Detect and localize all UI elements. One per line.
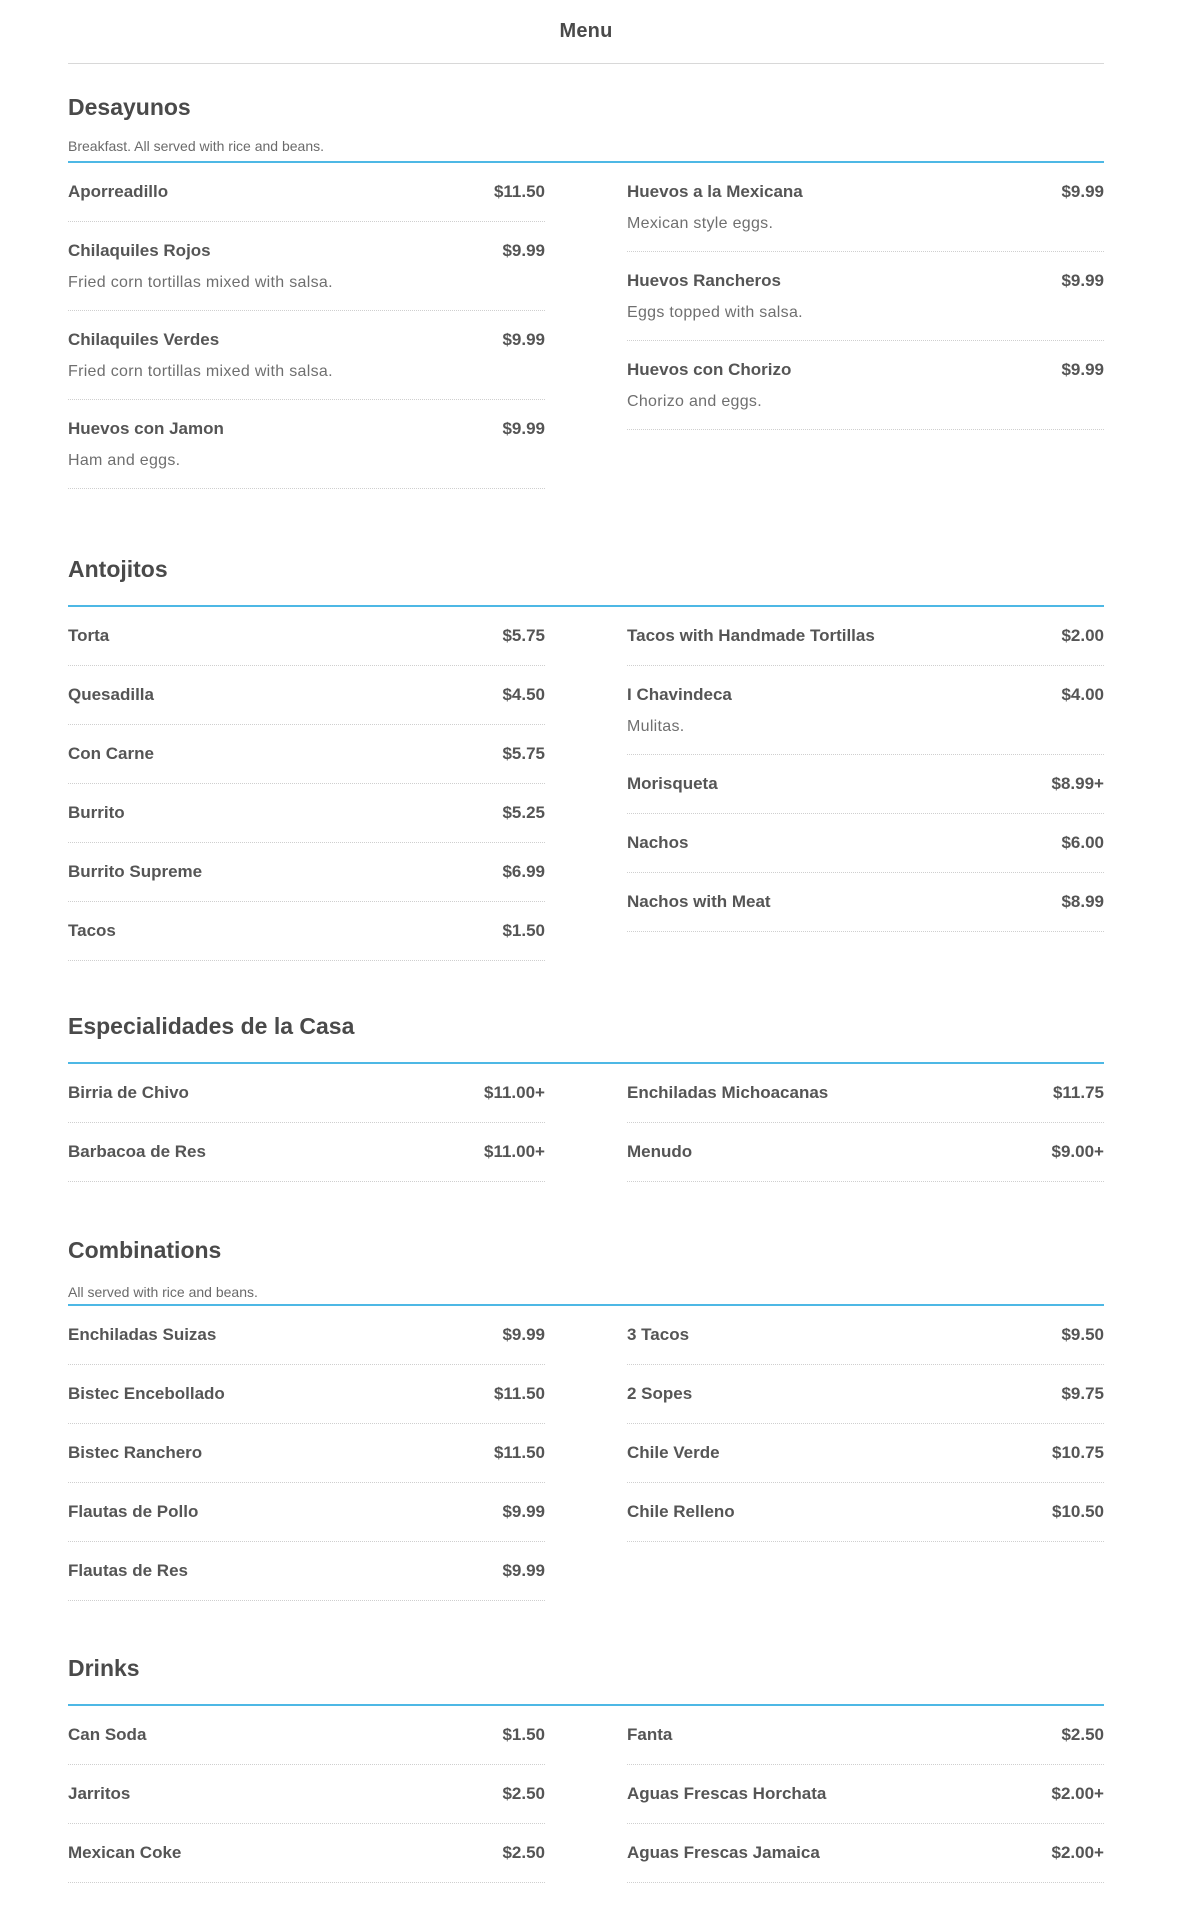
menu-column-left bbox=[68, 1064, 545, 1182]
item-description: Chorizo and eggs. bbox=[627, 393, 762, 410]
menu-column-left bbox=[68, 1306, 545, 1601]
item-price: $2.50 bbox=[1061, 1725, 1104, 1744]
item-name: Huevos a la Mexicana bbox=[627, 182, 803, 201]
item-name: Enchiladas Suizas bbox=[68, 1325, 217, 1344]
item-name: Mexican Coke bbox=[68, 1843, 182, 1862]
menu-item[interactable] bbox=[68, 607, 545, 666]
item-name: I Chavindeca bbox=[627, 685, 732, 704]
menu-item[interactable] bbox=[68, 725, 545, 784]
item-price: $2.00+ bbox=[1051, 1784, 1104, 1803]
item-name: Chile Verde bbox=[627, 1443, 720, 1462]
item-price: $11.00+ bbox=[484, 1083, 545, 1102]
item-price: $11.75 bbox=[1052, 1083, 1104, 1102]
item-name: Morisqueta bbox=[627, 774, 718, 793]
menu-item[interactable] bbox=[627, 1064, 1104, 1123]
menu-item[interactable] bbox=[68, 400, 545, 489]
menu-item[interactable] bbox=[68, 1483, 545, 1542]
menu-item[interactable] bbox=[627, 666, 1104, 755]
menu-item[interactable] bbox=[627, 1123, 1104, 1182]
item-price: $4.50 bbox=[502, 685, 545, 704]
item-name: Flautas de Res bbox=[68, 1561, 188, 1580]
menu-column-right bbox=[627, 1706, 1104, 1883]
section-title: Combinations bbox=[68, 1237, 222, 1263]
section-title: Desayunos bbox=[68, 94, 191, 120]
menu-item[interactable] bbox=[68, 1064, 545, 1123]
item-price: $2.00 bbox=[1061, 626, 1104, 645]
item-price: $9.99 bbox=[1061, 271, 1104, 290]
menu-item[interactable] bbox=[627, 1365, 1104, 1424]
menu-item[interactable] bbox=[627, 1706, 1104, 1765]
page-header bbox=[68, 0, 1104, 64]
menu-item[interactable] bbox=[68, 1542, 545, 1601]
menu-item[interactable] bbox=[68, 1365, 545, 1424]
section-header bbox=[68, 1655, 1104, 1706]
item-name: Nachos with Meat bbox=[627, 892, 771, 911]
menu-page bbox=[68, 0, 1104, 1862]
section-note: All served with rice and beans. bbox=[68, 1284, 258, 1300]
item-price: $10.50 bbox=[1052, 1502, 1104, 1521]
item-name: Bistec Ranchero bbox=[68, 1443, 203, 1462]
item-name: Can Soda bbox=[68, 1725, 147, 1744]
item-price: $2.50 bbox=[502, 1784, 545, 1803]
item-name: Menudo bbox=[627, 1142, 693, 1161]
item-price: $5.75 bbox=[502, 744, 545, 763]
item-name: Burrito bbox=[68, 803, 125, 822]
item-price: $9.99 bbox=[502, 1325, 545, 1344]
item-name: 3 Tacos bbox=[627, 1325, 690, 1344]
menu-item[interactable] bbox=[68, 311, 545, 400]
page-title: Menu bbox=[559, 20, 613, 42]
menu-item[interactable] bbox=[68, 843, 545, 902]
item-price: $9.00+ bbox=[1051, 1142, 1104, 1161]
menu-item[interactable] bbox=[68, 1306, 545, 1365]
section-desayunos bbox=[68, 94, 1104, 489]
item-name: Aguas Frescas Jamaica bbox=[627, 1843, 820, 1862]
section-especialidades bbox=[68, 1013, 1104, 1182]
item-price: $1.50 bbox=[502, 1725, 545, 1744]
menu-column-right bbox=[627, 607, 1104, 961]
item-name: Tacos with Handmade Tortillas bbox=[627, 626, 875, 645]
item-name: Aporreadillo bbox=[68, 182, 169, 201]
section-header bbox=[68, 1237, 1104, 1306]
item-name: Chilaquiles Rojos bbox=[68, 241, 211, 260]
menu-columns bbox=[68, 1064, 1104, 1182]
item-price: $11.50 bbox=[493, 182, 545, 201]
item-name: Barbacoa de Res bbox=[68, 1142, 206, 1161]
menu-item[interactable] bbox=[627, 163, 1104, 252]
item-price: $10.75 bbox=[1052, 1443, 1104, 1462]
menu-column-left bbox=[68, 1706, 545, 1883]
section-title: Especialidades de la Casa bbox=[68, 1013, 355, 1039]
section-header bbox=[68, 556, 1104, 607]
menu-item[interactable] bbox=[627, 1306, 1104, 1365]
item-name: Tacos bbox=[68, 921, 116, 940]
item-description: Fried corn tortillas mixed with salsa. bbox=[68, 363, 333, 380]
item-name: Torta bbox=[68, 626, 110, 645]
item-name: Burrito Supreme bbox=[68, 862, 203, 881]
menu-item[interactable] bbox=[68, 222, 545, 311]
item-name: Chile Relleno bbox=[627, 1502, 735, 1521]
menu-column-right bbox=[627, 1306, 1104, 1601]
item-price: $5.75 bbox=[502, 626, 545, 645]
item-price: $6.99 bbox=[502, 862, 545, 881]
item-price: $6.00 bbox=[1061, 833, 1104, 852]
item-price: $9.99 bbox=[502, 241, 545, 260]
section-antojitos bbox=[68, 556, 1104, 961]
menu-item[interactable] bbox=[68, 666, 545, 725]
item-description: Mexican style eggs. bbox=[627, 215, 774, 232]
item-price: $11.00+ bbox=[484, 1142, 545, 1161]
item-price: $9.99 bbox=[1061, 360, 1104, 379]
item-price: $8.99+ bbox=[1051, 774, 1104, 793]
item-name: Nachos bbox=[627, 833, 689, 852]
menu-columns bbox=[68, 163, 1104, 489]
item-description: Mulitas. bbox=[627, 718, 685, 735]
menu-columns bbox=[68, 1706, 1104, 1883]
section-note: Breakfast. All served with rice and beans. bbox=[68, 138, 325, 154]
item-description: Eggs topped with salsa. bbox=[627, 304, 803, 321]
section-title: Antojitos bbox=[68, 556, 168, 582]
menu-columns bbox=[68, 607, 1104, 961]
item-price: $2.50 bbox=[502, 1843, 545, 1862]
menu-item[interactable] bbox=[627, 873, 1104, 932]
item-name: Aguas Frescas Horchata bbox=[627, 1784, 827, 1803]
menu-item[interactable] bbox=[68, 163, 545, 222]
item-price: $9.99 bbox=[502, 330, 545, 349]
item-name: Enchiladas Michoacanas bbox=[627, 1083, 829, 1102]
section-drinks bbox=[68, 1655, 1104, 1883]
menu-columns bbox=[68, 1306, 1104, 1601]
item-price: $1.50 bbox=[502, 921, 545, 940]
menu-item[interactable] bbox=[68, 1765, 545, 1824]
menu-item[interactable] bbox=[627, 755, 1104, 814]
menu-column-left bbox=[68, 607, 545, 961]
item-name: Huevos con Jamon bbox=[68, 419, 224, 438]
menu-item[interactable] bbox=[68, 902, 545, 961]
menu-item[interactable] bbox=[627, 1824, 1104, 1883]
menu-column-right bbox=[627, 1064, 1104, 1182]
item-price: $9.50 bbox=[1061, 1325, 1104, 1344]
item-price: $11.50 bbox=[493, 1384, 545, 1403]
section-combinations bbox=[68, 1237, 1104, 1601]
menu-item[interactable] bbox=[627, 607, 1104, 666]
item-name: Quesadilla bbox=[68, 685, 154, 704]
menu-column-right bbox=[627, 163, 1104, 489]
menu-item[interactable] bbox=[627, 341, 1104, 430]
item-name: Bistec Encebollado bbox=[68, 1384, 225, 1403]
menu-item[interactable] bbox=[68, 1424, 545, 1483]
item-name: 2 Sopes bbox=[627, 1384, 693, 1403]
menu-item[interactable] bbox=[68, 1824, 545, 1883]
menu-item[interactable] bbox=[627, 1765, 1104, 1824]
menu-item[interactable] bbox=[627, 1424, 1104, 1483]
item-price: $11.50 bbox=[493, 1443, 545, 1462]
item-name: Fanta bbox=[627, 1725, 673, 1744]
item-price: $9.99 bbox=[502, 419, 545, 438]
item-name: Chilaquiles Verdes bbox=[68, 330, 220, 349]
menu-item[interactable] bbox=[68, 1706, 545, 1765]
item-price: $2.00+ bbox=[1051, 1843, 1104, 1862]
item-price: $4.00 bbox=[1061, 685, 1104, 704]
menu-item[interactable] bbox=[627, 252, 1104, 341]
item-price: $9.99 bbox=[502, 1502, 545, 1521]
section-title: Drinks bbox=[68, 1655, 140, 1681]
section-header bbox=[68, 94, 1104, 163]
item-name: Birria de Chivo bbox=[68, 1083, 189, 1102]
item-price: $9.99 bbox=[1061, 182, 1104, 201]
menu-item[interactable] bbox=[627, 1483, 1104, 1542]
item-description: Fried corn tortillas mixed with salsa. bbox=[68, 274, 333, 291]
menu-column-left bbox=[68, 163, 545, 489]
item-name: Flautas de Pollo bbox=[68, 1502, 199, 1521]
menu-item[interactable] bbox=[68, 784, 545, 843]
item-price: $8.99 bbox=[1061, 892, 1104, 911]
item-price: $9.99 bbox=[502, 1561, 545, 1580]
menu-item[interactable] bbox=[68, 1123, 545, 1182]
item-price: $9.75 bbox=[1061, 1384, 1104, 1403]
item-name: Con Carne bbox=[68, 744, 154, 763]
section-header bbox=[68, 1013, 1104, 1064]
item-name: Jarritos bbox=[68, 1784, 131, 1803]
item-description: Ham and eggs. bbox=[68, 452, 181, 469]
item-name: Huevos con Chorizo bbox=[627, 360, 792, 379]
item-price: $5.25 bbox=[502, 803, 545, 822]
menu-item[interactable] bbox=[627, 814, 1104, 873]
item-name: Huevos Rancheros bbox=[627, 271, 781, 290]
